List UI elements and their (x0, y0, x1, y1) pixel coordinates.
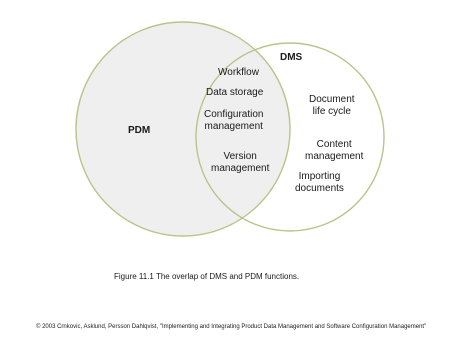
importing-documents-label (295, 171, 344, 195)
content-management-label (305, 139, 363, 163)
pdm-label: PDM (128, 125, 151, 136)
configuration-management-line-2: management (204, 121, 263, 132)
content-management-line-2: management (305, 151, 364, 162)
data-storage-label: Data storage (206, 87, 264, 98)
document-life-cycle-line-1: Document (309, 94, 355, 105)
dms-label: DMS (280, 52, 303, 63)
version-management-line-2: management (211, 163, 270, 174)
workflow-label: Workflow (218, 67, 259, 78)
version-management-line-1: Version (223, 151, 257, 162)
importing-documents-line-2: documents (295, 183, 344, 194)
document-life-cycle-line-2: life cycle (312, 106, 351, 117)
copyright-notice: © 2003 Crnkovic, Asklund, Persson Dahlqvist, "Implementing and Integrating Product Data Management and Software Configuration Management" (36, 324, 427, 330)
document-life-cycle-label (309, 94, 355, 118)
content-management-line-1: Content (316, 139, 352, 150)
importing-documents-line-1: Importing (298, 171, 341, 182)
version-management-label (211, 151, 269, 175)
figure-caption: Figure 11.1 The overlap of DMS and PDM functions. (114, 272, 300, 281)
configuration-management-line-1: Configuration (204, 109, 264, 120)
configuration-management-label (204, 109, 263, 133)
